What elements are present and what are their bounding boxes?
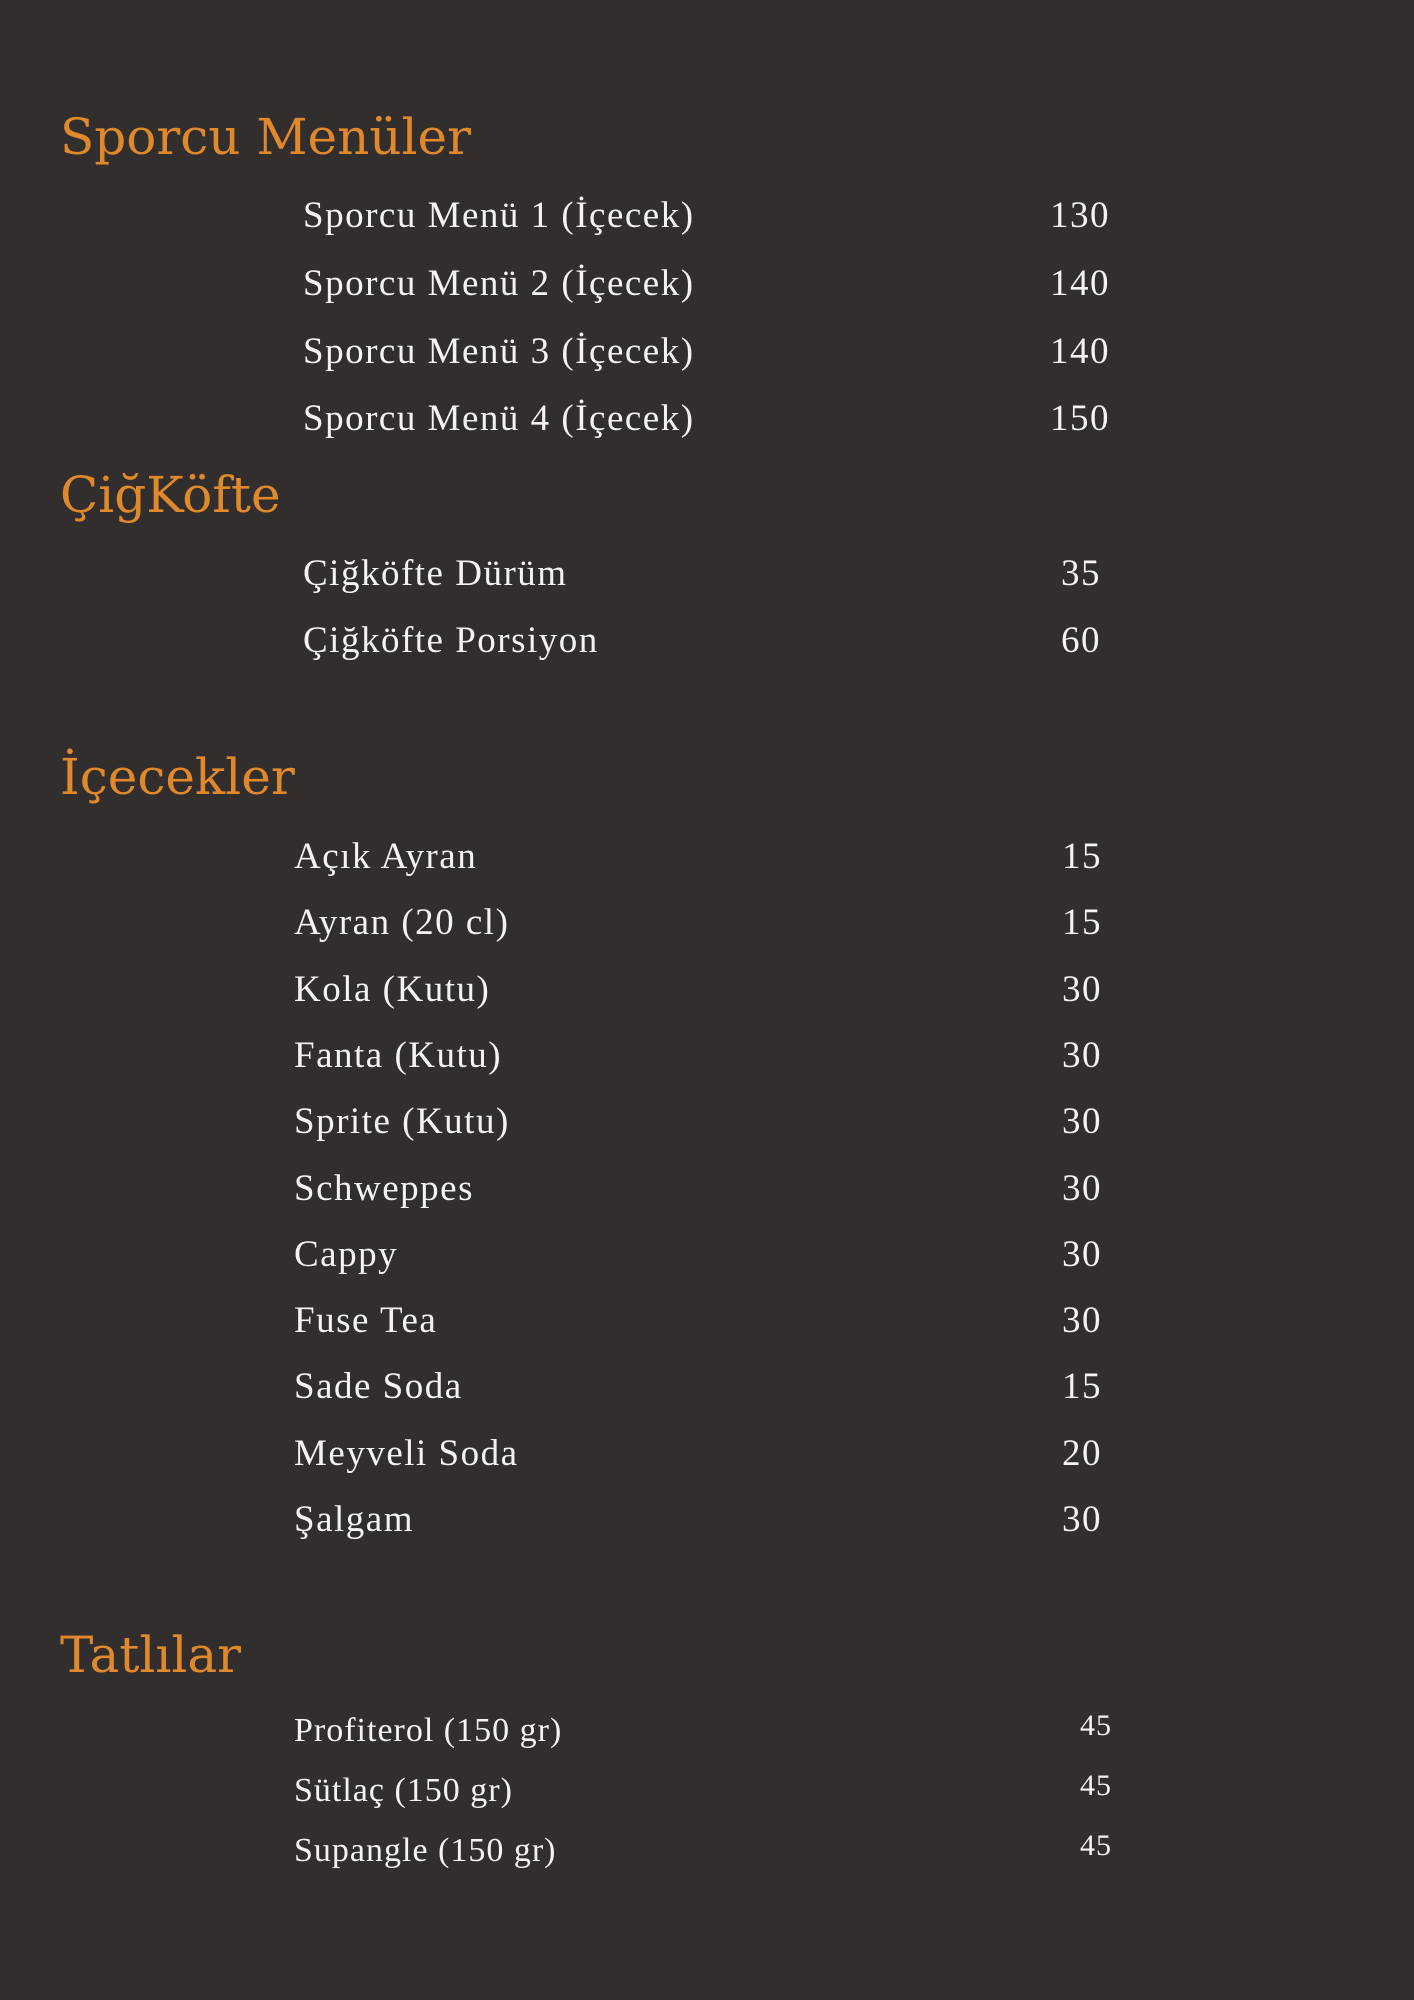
menu-item-name: Şalgam	[294, 1499, 414, 1540]
menu-item-name: Sporcu Menü 1 (İçecek)	[303, 195, 695, 236]
menu-item-price: 45	[1080, 1709, 1112, 1742]
menu-item-name: Fanta (Kutu)	[294, 1035, 503, 1076]
menu-item-price: 30	[1062, 1499, 1102, 1540]
menu-item-name: Cappy	[294, 1234, 399, 1275]
menu-item-price: 20	[1062, 1433, 1102, 1474]
menu-item	[0, 1501, 1414, 1541]
menu-item-name: Sütlaç (150 gr)	[294, 1772, 513, 1809]
menu-item	[0, 971, 1414, 1011]
menu-item-price: 130	[1050, 195, 1110, 236]
menu-item	[0, 1103, 1414, 1143]
menu-item	[0, 333, 1414, 373]
menu-item-price: 35	[1061, 553, 1101, 594]
menu-item-name: Schweppes	[294, 1168, 474, 1209]
menu-item	[0, 1368, 1414, 1408]
menu-item	[0, 1829, 1414, 1874]
section-title-icecekler: İçecekler	[60, 748, 295, 806]
menu-item-name: Fuse Tea	[294, 1300, 438, 1341]
menu-item-price: 30	[1062, 1101, 1102, 1142]
menu-item-price: 30	[1062, 1300, 1102, 1341]
menu-item	[0, 904, 1414, 944]
menu-item-price: 45	[1080, 1829, 1112, 1862]
menu-item-price: 30	[1062, 1234, 1102, 1275]
menu-item	[0, 555, 1414, 595]
menu-item-name: Sporcu Menü 3 (İçecek)	[303, 331, 695, 372]
menu-item-price: 15	[1062, 1366, 1102, 1407]
menu-item-price: 140	[1050, 263, 1110, 304]
menu-item-name: Ayran (20 cl)	[294, 902, 510, 943]
menu-item-name: Profiterol (150 gr)	[294, 1712, 563, 1749]
menu-item-name: Sporcu Menü 4 (İçecek)	[303, 398, 695, 439]
menu-item	[0, 1709, 1414, 1754]
menu-item-price: 30	[1062, 1168, 1102, 1209]
menu-item	[0, 400, 1414, 440]
menu-item	[0, 1435, 1414, 1475]
section-title-tatlilar: Tatlılar	[60, 1626, 242, 1684]
menu-item-price: 15	[1062, 902, 1102, 943]
menu-item	[0, 1236, 1414, 1276]
menu-item-price: 140	[1050, 331, 1110, 372]
menu-item-name: Sporcu Menü 2 (İçecek)	[303, 263, 695, 304]
menu-item	[0, 1302, 1414, 1342]
menu-item-price: 45	[1080, 1769, 1112, 1802]
menu-item	[0, 197, 1414, 237]
menu-item-price: 30	[1062, 969, 1102, 1010]
menu-item	[0, 1037, 1414, 1077]
menu-item-name: Çiğköfte Dürüm	[303, 553, 568, 594]
menu-item	[0, 265, 1414, 305]
menu-item-price: 30	[1062, 1035, 1102, 1076]
menu-item-name: Kola (Kutu)	[294, 969, 491, 1010]
menu-item-name: Çiğköfte Porsiyon	[303, 620, 599, 661]
menu-item	[0, 1769, 1414, 1814]
menu-item-name: Sprite (Kutu)	[294, 1101, 510, 1142]
menu-item-price: 15	[1062, 836, 1102, 877]
menu-item-name: Açık Ayran	[294, 836, 478, 877]
section-title-sporcu-menuler: Sporcu Menüler	[60, 108, 472, 166]
menu-item	[0, 1170, 1414, 1210]
section-title-cigkofte: ÇiğKöfte	[60, 466, 281, 524]
menu-item-price: 60	[1061, 620, 1101, 661]
menu-item	[0, 838, 1414, 878]
menu-item-name: Meyveli Soda	[294, 1433, 519, 1474]
menu-item	[0, 622, 1414, 662]
menu-item-name: Sade Soda	[294, 1366, 463, 1407]
menu-item-name: Supangle (150 gr)	[294, 1832, 557, 1869]
menu-item-price: 150	[1050, 398, 1110, 439]
